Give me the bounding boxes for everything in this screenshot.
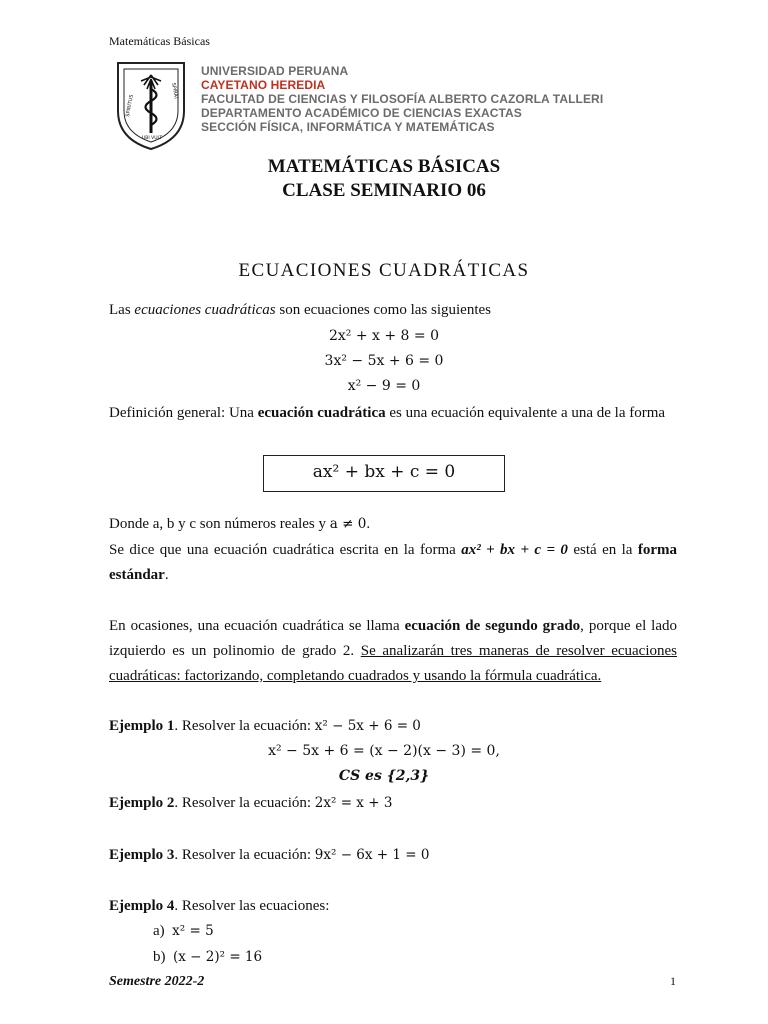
example-3: [109, 843, 677, 868]
document-title: MATEMÁTICAS BÁSICAS: [267, 156, 501, 177]
definition-term: ecuación cuadrática: [257, 405, 386, 421]
example-2: [109, 791, 677, 816]
example-2-text: . Resolver la ecuación:: [174, 795, 315, 811]
second-degree-term: ecuación de segundo grado: [404, 618, 581, 634]
standard-form-paragraph: [109, 538, 677, 588]
svg-text:SPIRITUS: SPIRITUS: [125, 94, 135, 118]
document-subtitle: CLASE SEMINARIO 06: [282, 180, 486, 201]
standard-form-formula: ax² + bx + c = 0: [461, 542, 568, 558]
institution-line-4: DEPARTAMENTO ACADÉMICO DE CIENCIAS EXACTAS: [201, 106, 522, 120]
equation-2: 3x² − 5x + 6 = 0: [324, 353, 444, 369]
page-number: 1: [670, 974, 676, 988]
intro-emphasis: ecuaciones cuadráticas: [134, 302, 276, 318]
institution-block: [201, 64, 603, 134]
example-2-math: 2x² = x + 3: [314, 795, 393, 811]
second-degree-text: En ocasiones, una ecuación cuadrática se llama: [109, 618, 405, 634]
example-4-label: Ejemplo 4: [109, 898, 175, 914]
equation-3: x² − 9 = 0: [347, 378, 421, 394]
standard-form-end: .: [164, 567, 169, 583]
intro-text: Las: [109, 302, 135, 318]
second-degree-paragraph: [109, 614, 677, 689]
standard-form-term: forma estándar: [109, 542, 678, 583]
institution-line-1: UNIVERSIDAD PERUANA: [201, 64, 349, 78]
running-header: Matemáticas Básicas: [109, 34, 210, 48]
example-4-item-a: [153, 919, 453, 944]
svg-text:SPIRAT: SPIRAT: [170, 82, 179, 101]
item-b-marker: b): [153, 949, 166, 965]
definition-paragraph: [109, 401, 677, 426]
item-a-math: x² = 5: [172, 923, 214, 939]
donde-end: .: [366, 516, 371, 532]
example-1-solution-set: CS es {2,3}: [338, 768, 430, 784]
second-degree-mid: , porque el lado izquierdo es un polinomio de grado 2.: [109, 618, 677, 659]
example-1-label: Ejemplo 1: [109, 718, 175, 734]
institution-line-5: SECCIÓN FÍSICA, INFORMÁTICA Y MATEMÁTICAS: [201, 120, 495, 134]
methods-underlined: Se analizarán tres maneras de resolver ecuaciones cuadráticas: factorizando, completando cuadrados y usando la fórmula cuadrática.: [109, 643, 678, 684]
example-3-label: Ejemplo 3: [109, 847, 175, 863]
example-3-math: 9x² − 6x + 1 = 0: [314, 847, 430, 863]
example-1-text: . Resolver la ecuación:: [174, 718, 315, 734]
donde-math: a ≠ 0: [329, 516, 367, 532]
definition-text: Definición general: Una: [109, 405, 258, 421]
standard-form-text: Se dice que una ecuación cuadrática escrita en la forma: [109, 542, 462, 558]
example-4-item-b: [153, 945, 453, 970]
example-2-label: Ejemplo 2: [109, 795, 175, 811]
institution-line-2: CAYETANO HEREDIA: [201, 78, 326, 92]
institution-line-3: FACULTAD DE CIENCIAS Y FILOSOFÍA ALBERTO CAZORLA TALLERI: [201, 92, 604, 106]
section-title: ECUACIONES CUADRÁTICAS: [238, 260, 530, 281]
intro-text-end: son ecuaciones como las siguientes: [275, 302, 492, 318]
example-1-math: x² − 5x + 6 = 0: [314, 718, 421, 734]
item-a-marker: a): [153, 923, 165, 939]
svg-text:UBI VULT: UBI VULT: [142, 136, 163, 141]
general-form-box: ax² + bx + c = 0: [263, 455, 505, 492]
donde-text: Donde a, b y c son números reales y: [109, 516, 330, 532]
example-4-text: . Resolver las ecuaciones:: [174, 898, 330, 914]
footer-semester: Semestre 2022-2: [109, 974, 205, 989]
example-1: [109, 714, 677, 739]
intro-paragraph: [109, 298, 677, 323]
standard-form-mid: está en la: [567, 542, 638, 558]
university-seal-logo: [114, 59, 188, 151]
definition-text-end: es una ecuación equivalente a una de la forma: [385, 405, 666, 421]
equation-1: 2x² + x + 8 = 0: [328, 328, 440, 344]
donde-paragraph: [109, 512, 677, 537]
example-4: [109, 894, 677, 919]
item-b-math: (x − 2)² = 16: [173, 949, 263, 965]
example-3-text: . Resolver la ecuación:: [174, 847, 315, 863]
example-1-factorization: x² − 5x + 6 = (x − 2)(x − 3) = 0,: [268, 743, 500, 759]
